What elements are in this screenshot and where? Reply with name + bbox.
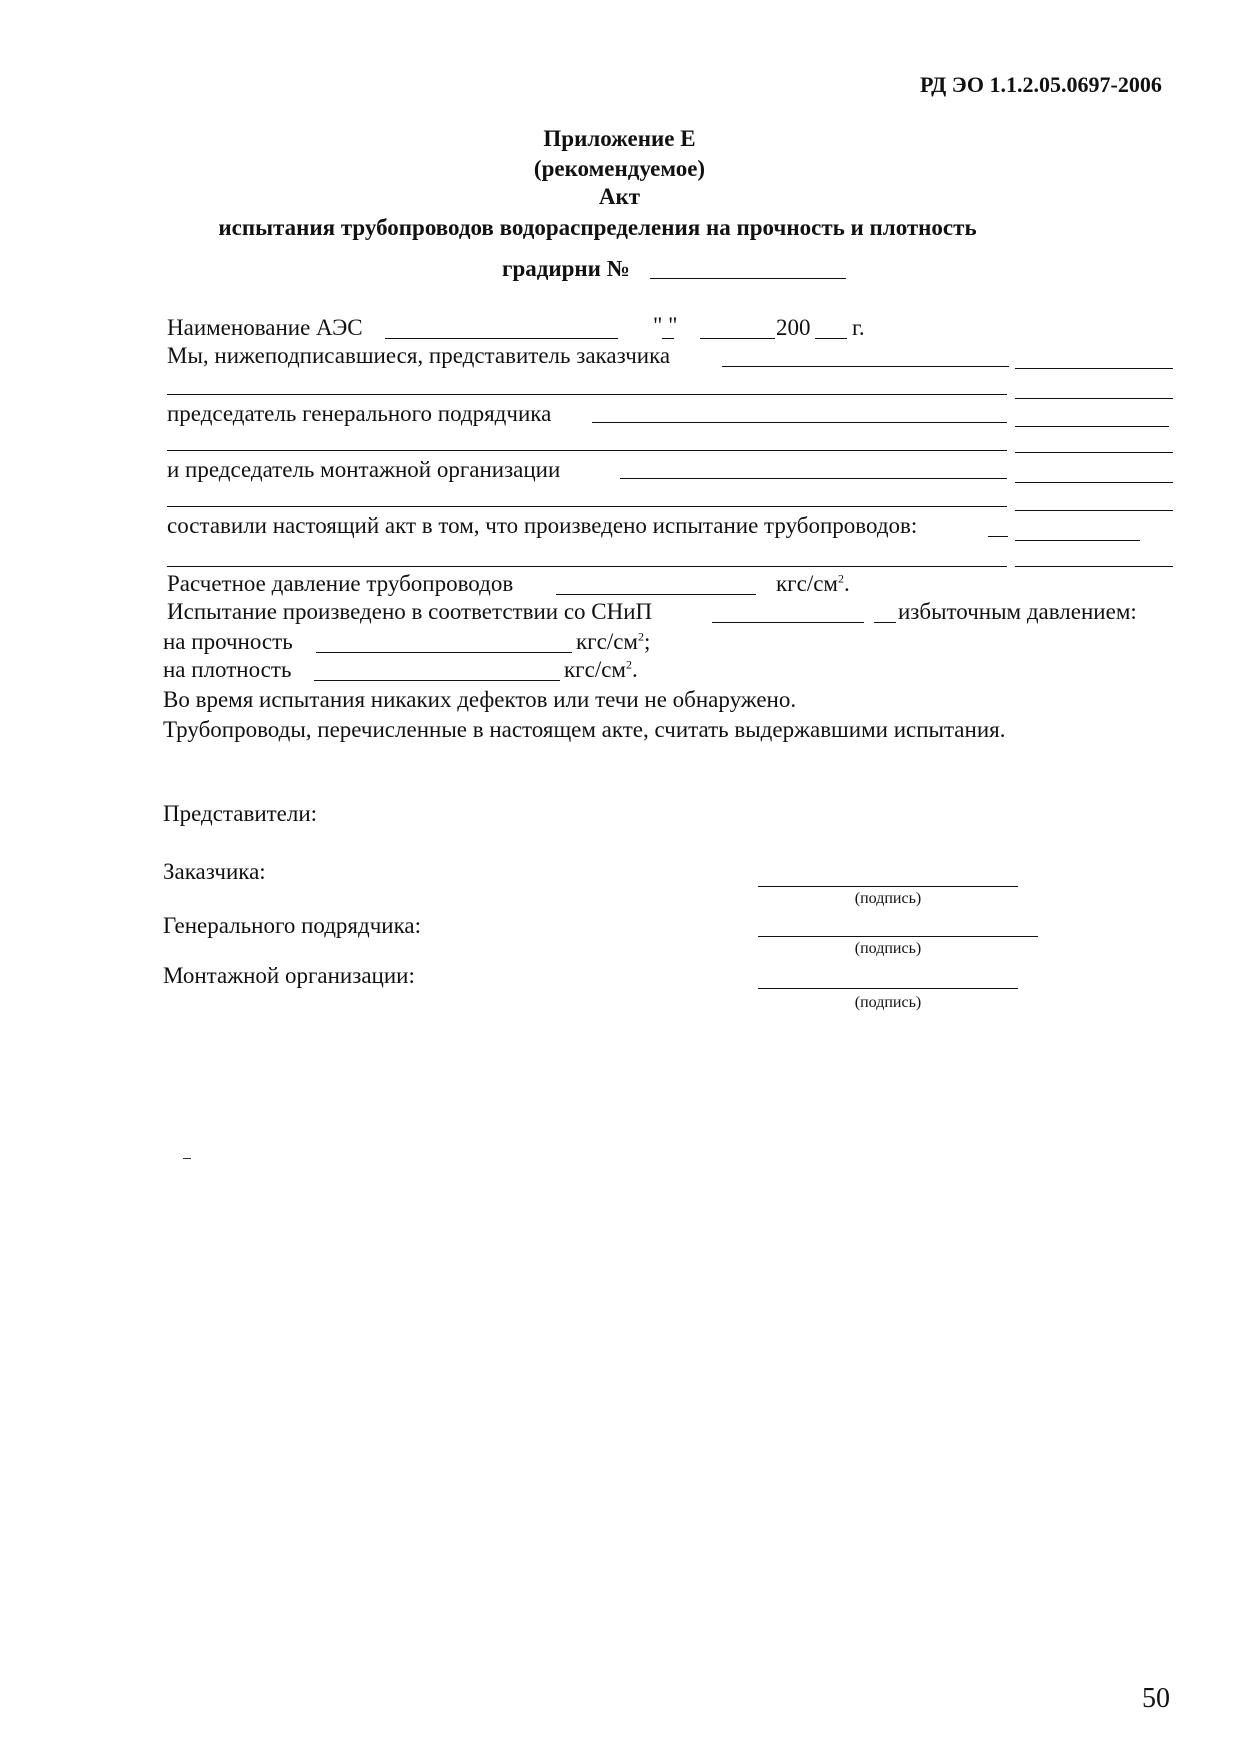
customer-rep-label: Мы, нижеподписавшиеся, представитель заказчика bbox=[167, 343, 671, 368]
design-pressure-field[interactable] bbox=[556, 594, 756, 595]
signature-caption-general: (подпись) bbox=[854, 940, 922, 957]
general-chair-field-b[interactable] bbox=[1015, 426, 1169, 427]
compiled-act-label: составили настоящий акт в том, что произведено испытание трубопроводов: bbox=[167, 513, 918, 538]
year-field[interactable] bbox=[815, 338, 847, 339]
npp-name-field[interactable] bbox=[385, 338, 618, 339]
no-defects-text: Во время испытания никаких дефектов или течи не обнаружено. bbox=[163, 687, 797, 712]
assembly-chair-label: и председатель монтажной организации bbox=[167, 457, 561, 482]
act-subject: испытания трубопроводов водораспределения на прочность и плотность bbox=[218, 215, 977, 240]
signature-label-customer: Заказчика: bbox=[163, 859, 266, 884]
date-month-field[interactable] bbox=[700, 338, 775, 339]
strength-field[interactable] bbox=[316, 652, 572, 653]
assembly-chair-field-b[interactable] bbox=[1015, 482, 1173, 483]
year-suffix: г. bbox=[852, 315, 865, 340]
strength-label: на прочность bbox=[163, 629, 293, 654]
page-number: 50 bbox=[1142, 1683, 1170, 1714]
snip-field[interactable] bbox=[712, 622, 864, 623]
document-code: РД ЭО 1.1.2.05.0697-2006 bbox=[920, 72, 1162, 97]
customer-rep-line-2b[interactable] bbox=[1015, 398, 1173, 399]
pipelines-line-2[interactable] bbox=[167, 566, 1007, 567]
pipelines-line-2b[interactable] bbox=[1015, 566, 1173, 567]
appendix-status: (рекомендуемое) bbox=[533, 156, 706, 181]
signature-line-assembly[interactable] bbox=[758, 988, 1018, 989]
date-day-field[interactable] bbox=[662, 338, 674, 339]
date-quotes: " " bbox=[653, 313, 678, 338]
customer-rep-line-2[interactable] bbox=[167, 394, 1007, 395]
density-label: на плотность bbox=[163, 657, 292, 682]
conclusion-text: Трубопроводы, перечисленные в настоящем акте, считать выдержавшими испытания. bbox=[163, 717, 1006, 742]
signature-caption-assembly: (подпись) bbox=[854, 994, 922, 1011]
excess-pressure-label: избыточным давлением: bbox=[898, 599, 1137, 624]
design-pressure-unit: кгс/$см^2$. bbox=[776, 571, 850, 596]
customer-rep-field-b[interactable] bbox=[1015, 368, 1173, 369]
general-chair-line-2b[interactable] bbox=[1015, 452, 1173, 453]
signature-caption-customer: (подпись) bbox=[854, 890, 922, 907]
tower-number-field[interactable] bbox=[650, 278, 846, 279]
density-unit: кгс/$см^2$. bbox=[564, 657, 638, 682]
density-field[interactable] bbox=[314, 680, 560, 681]
customer-rep-field[interactable] bbox=[722, 366, 1009, 367]
strength-unit: кгс/$см^2$; bbox=[576, 629, 651, 654]
pipelines-field[interactable] bbox=[988, 536, 1008, 537]
act-title: Акт bbox=[598, 184, 641, 209]
signature-label-assembly: Монтажной организации: bbox=[163, 963, 415, 988]
year-prefix: 200 bbox=[776, 315, 811, 340]
assembly-chair-line-2b[interactable] bbox=[1015, 510, 1173, 511]
tower-number-label: градирни № bbox=[502, 256, 630, 281]
representatives-heading: Представители: bbox=[163, 801, 318, 826]
npp-name-label: Наименование АЭС bbox=[167, 315, 363, 340]
signature-line-general[interactable] bbox=[758, 936, 1038, 937]
general-chair-line-2[interactable] bbox=[167, 450, 1007, 451]
snip-label: Испытание произведено в соответствии со СНиП bbox=[167, 599, 653, 624]
signature-label-general: Генерального подрядчика: bbox=[163, 913, 421, 938]
appendix-title: Приложение Е bbox=[543, 126, 696, 151]
pipelines-field-b[interactable] bbox=[1015, 540, 1140, 541]
assembly-chair-line-2[interactable] bbox=[167, 506, 1007, 507]
excess-pressure-field[interactable] bbox=[874, 622, 896, 623]
general-chair-field[interactable] bbox=[592, 422, 1007, 423]
stray-mark bbox=[183, 1158, 191, 1159]
assembly-chair-field[interactable] bbox=[620, 478, 1007, 479]
general-chair-label: председатель генерального подрядчика bbox=[167, 401, 552, 426]
signature-line-customer[interactable] bbox=[758, 886, 1018, 887]
design-pressure-label: Расчетное давление трубопроводов bbox=[167, 571, 514, 596]
